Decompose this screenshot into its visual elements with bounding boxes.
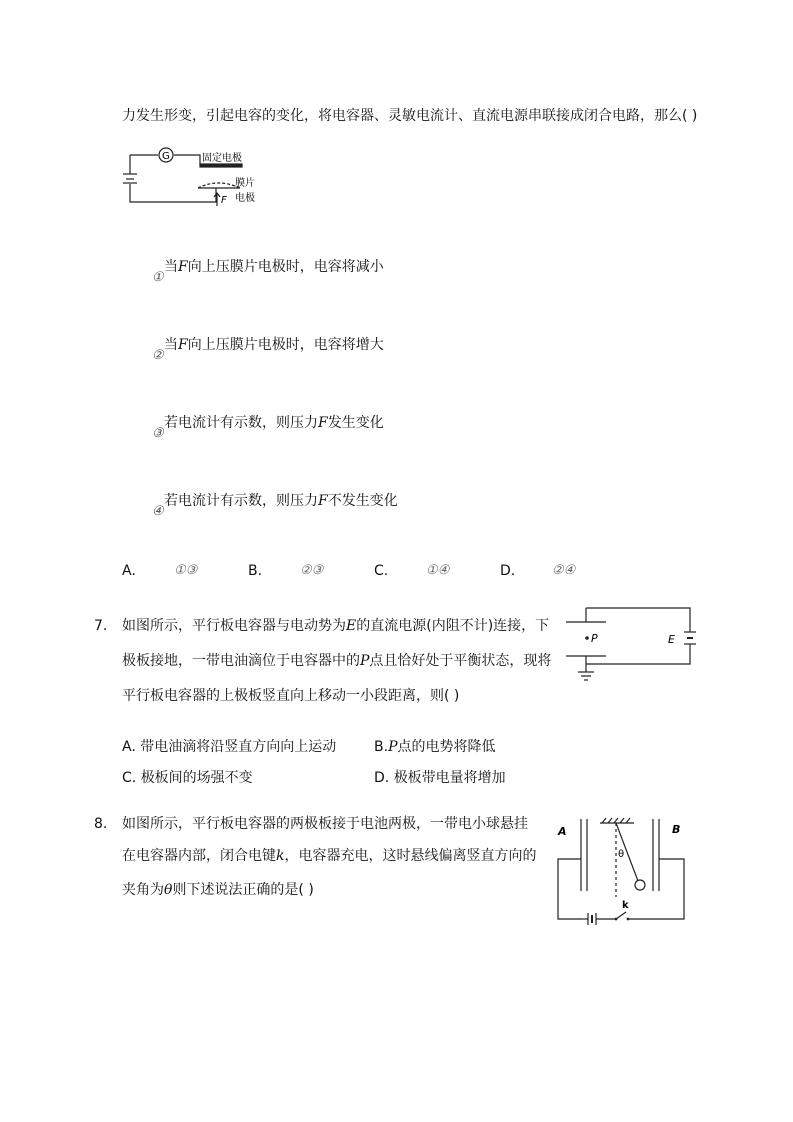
q8-line3-a: 夹角为	[122, 882, 164, 898]
galvanometer-label: G	[162, 151, 170, 162]
q8-line2-var: k	[276, 848, 285, 864]
film-label-2: 电极	[235, 193, 255, 204]
statement-post: 发生变化	[327, 415, 384, 431]
choice-a-value: ①③	[174, 563, 198, 578]
option-text: 带电油滴将沿竖直方向向上运动	[140, 739, 337, 755]
q8-line-3	[122, 880, 314, 900]
option-label: C.	[122, 770, 137, 786]
q7-line2-a: 极板接地，一带电油滴位于电容器中的	[122, 653, 360, 669]
statement-num: ④	[152, 504, 164, 519]
choice-b-label: B.	[248, 563, 263, 579]
statement-pre: 当	[164, 259, 178, 275]
q7-line2-b: 点且恰好处于平衡状态，现将	[369, 653, 552, 669]
angle-label: θ	[618, 849, 625, 860]
statement-num: ②	[152, 348, 164, 363]
q7-line1-a: 如图所示，平行板电容器与电动势为	[122, 618, 346, 634]
q7-option-d	[374, 768, 506, 788]
q8-number: 8.	[94, 816, 108, 832]
option-label: D.	[374, 770, 390, 786]
q7-line-3: 平行板电容器的上极板竖直向上移动一小段距离，则( )	[122, 688, 460, 704]
choice-d-value: ②④	[552, 563, 576, 578]
choice-c-value: ①④	[426, 563, 450, 578]
statement-post: 向上压膜片电极时，电容将增大	[187, 337, 384, 353]
q8-line-2	[122, 846, 536, 866]
film-label-1: 膜片	[235, 178, 255, 189]
switch-label: k	[622, 900, 629, 911]
option-text: 点的电势将降低	[397, 739, 496, 755]
q6-stem-tail: 力发生形变，引起电容的变化，将电容器、灵敏电流计、直流电源串联接成闭合电路，那么( )	[122, 108, 698, 124]
plate-b-label: B	[672, 823, 681, 836]
q7-option-a	[122, 737, 336, 757]
q7-line1-b: 的直流电源(内阻不计)连接，下	[356, 618, 550, 634]
option-text: 极板带电量将增加	[393, 770, 506, 786]
statement-num: ①	[152, 270, 164, 285]
option-text: 极板间的场强不变	[140, 770, 253, 786]
statement-num: ③	[152, 426, 164, 441]
fixed-electrode-label: 固定电极	[202, 153, 242, 164]
option-label: B.	[374, 739, 389, 755]
plate-a-label: A	[558, 825, 567, 838]
choice-a-label: A.	[122, 563, 136, 579]
q7-line-2	[122, 651, 551, 671]
statement-post: 向上压膜片电极时，电容将减小	[187, 259, 384, 275]
q8-line-1: 如图所示，平行板电容器的两极板接于电池两极，一带电小球悬挂	[122, 816, 528, 832]
option-var: P	[388, 739, 398, 755]
force-label: F	[221, 195, 227, 206]
q8-line2-a: 在电容器内部，闭合电键	[122, 848, 276, 864]
q7-option-c	[122, 768, 253, 788]
statement-pre: 若电流计有示数，则压力	[164, 493, 318, 509]
q7-number: 7.	[94, 618, 108, 634]
choice-b-value: ②③	[300, 563, 324, 578]
option-label: A.	[122, 739, 136, 755]
q8-line2-b: ，电容器充电，这时悬线偏离竖直方向的	[284, 848, 537, 864]
q8-pendulum-figure	[550, 815, 695, 925]
choice-c-label: C.	[374, 563, 389, 579]
statement-var: F	[318, 493, 328, 509]
statement-var: F	[318, 415, 328, 431]
q7-line-1	[122, 616, 549, 636]
q6-capacitor-figure	[120, 142, 280, 212]
q7-circuit-figure	[560, 602, 700, 690]
q7-option-b	[374, 737, 495, 757]
q7-line1-var: E	[346, 618, 357, 634]
statement-pre: 若电流计有示数，则压力	[164, 415, 318, 431]
point-p-label: P	[591, 632, 598, 645]
q8-line3-b: 则下述说法正确的是( )	[172, 882, 314, 898]
q7-line2-var: P	[360, 653, 370, 669]
emf-label: E	[668, 633, 675, 646]
statement-var: F	[178, 337, 188, 353]
statement-var: F	[178, 259, 188, 275]
q8-line3-var: θ	[164, 882, 173, 898]
statement-pre: 当	[164, 337, 178, 353]
statement-post: 不发生变化	[327, 493, 398, 509]
choice-d-label: D.	[500, 563, 516, 579]
